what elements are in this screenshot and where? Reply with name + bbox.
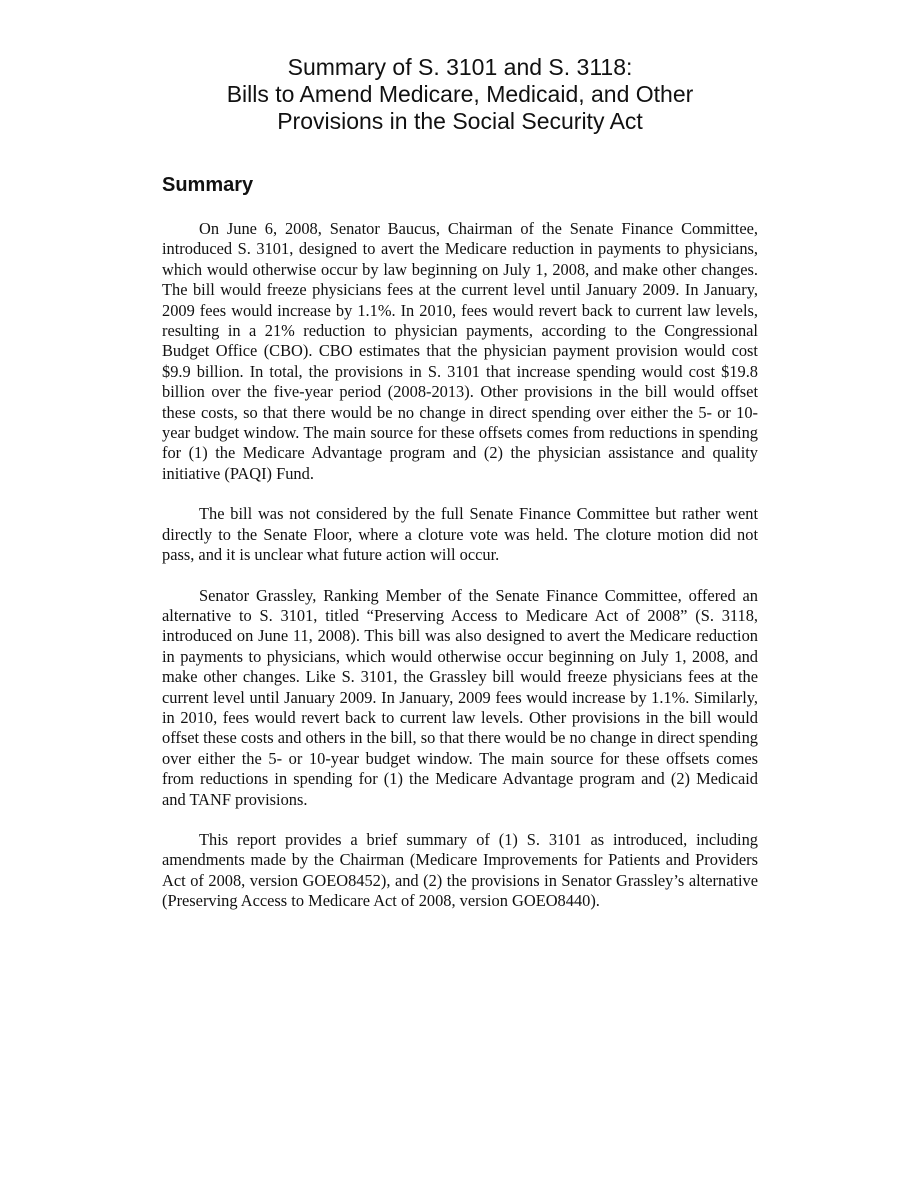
paragraph: Senator Grassley, Ranking Member of the Senate Finance Committee, offered an alternative to S. 3101, titled “Preserving Access to Medicare Act of 2008” (S. 3118, introduced on June 11, 2008). This bill was also designed to avert the Medicare reduction in payments to physicians, which would otherwise occur beginning on July 1, 2008, and make other changes. Like S. 3101, the Grassley bill would freeze physicians fees at the current level until January 2009. In January, 2009 fees would increase by 1.1%. Similarly, in 2010, fees would revert back to current law levels. Other provisions in the bill would offset these costs and others in the bill, so that there would be no change in direct spending over either the 5- or 10-year budget window. The main source for these offsets comes from reductions in spending for (1) the Medicare Advantage program and (2) Medicaid and TANF provisions. xyxy=(162,585,758,809)
summary-body xyxy=(162,219,758,912)
document-title xyxy=(162,54,758,135)
title-line: Summary of S. 3101 and S. 3118: xyxy=(287,54,633,80)
title-line: Provisions in the Social Security Act xyxy=(277,108,643,134)
section-heading-summary: Summary xyxy=(162,174,254,196)
paragraph: On June 6, 2008, Senator Baucus, Chairman of the Senate Finance Committee, introduced S. 3101, designed to avert the Medicare reduction in payments to physicians, which would otherwise occur by law beginning on July 1, 2008, and make other changes. The bill would freeze physicians fees at the current level until January 2009. In January, 2009 fees would increase by 1.1%. In 2010, fees would revert back to current law levels, resulting in a 21% reduction to physician payments, according to the Congressional Budget Office (CBO). CBO estimates that the physician payment provision would cost $9.9 billion. In total, the provisions in S. 3101 that increase spending would cost $19.8 billion over the five-year period (2008-2013). Other provisions in the bill would offset these costs, so that there would be no change in direct spending over either the 5- or 10-year budget window. The main source for these offsets comes from reductions in spending for (1) the Medicare Advantage program and (2) the physician assistance and quality initiative (PAQI) Fund. xyxy=(162,219,758,483)
paragraph: This report provides a brief summary of (1) S. 3101 as introduced, including amendments made by the Chairman (Medicare Improvements for Patients and Providers Act of 2008, version GOEO8452), and (2) the provisions in Senator Grassley’s alternative (Preserving Access to Medicare Act of 2008, version GOEO8440). xyxy=(162,829,758,911)
document-page xyxy=(162,54,758,932)
paragraph: The bill was not considered by the full Senate Finance Committee but rather went directly to the Senate Floor, where a cloture vote was held. The cloture motion did not pass, and it is unclear what future action will occur. xyxy=(162,504,758,565)
title-line: Bills to Amend Medicare, Medicaid, and Other xyxy=(226,81,694,107)
